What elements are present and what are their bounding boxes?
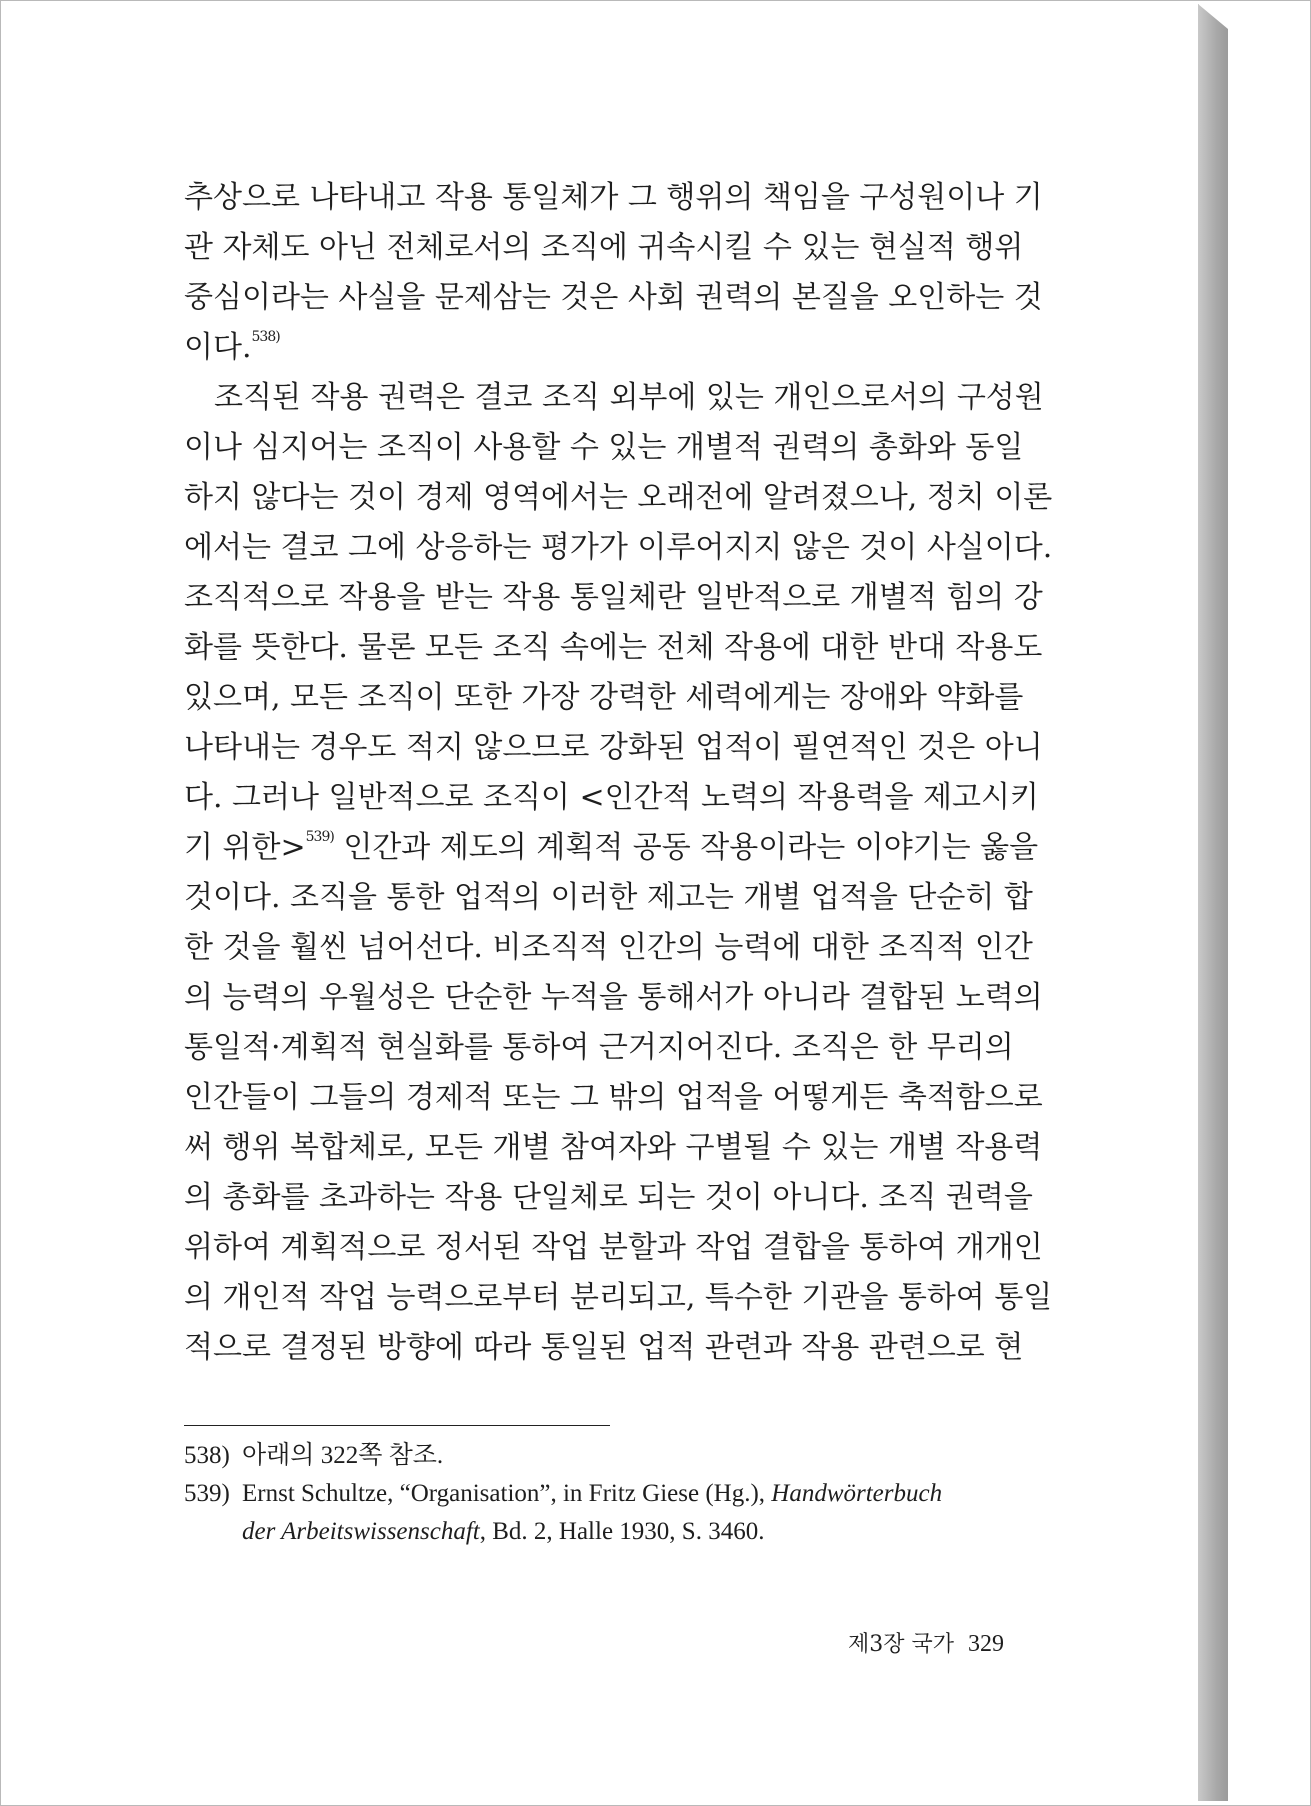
text-line: 적으로 결정된 방향에 따라 통일된 업적 관련과 작용 관련으로 현: [184, 1330, 1024, 1365]
text-line: 것이다. 조직을 통한 업적의 이러한 제고는 개별 업적을 단순히 합: [184, 880, 1033, 915]
text-line: 이나 심지어는 조직이 사용할 수 있는 개별적 권력의 총화와 동일: [184, 430, 1024, 465]
text-segment: 인간과 제도의 계획적 공동 작용이라는 이야기는 옳을: [333, 830, 1039, 865]
footnote-book-title: Handwörterbuch: [771, 1480, 943, 1507]
paragraph-start: 조직된 작용 권력은 결코 조직 외부에 있는 개인으로서의 구성원: [214, 380, 1044, 415]
footnote-number: 538): [184, 1442, 230, 1469]
text-line: 의 총화를 초과하는 작용 단일체로 되는 것이 아니다. 조직 권력을: [184, 1180, 1033, 1215]
text-line: 의 능력의 우월성은 단순한 누적을 통해서가 아니라 결합된 노력의: [184, 980, 1043, 1015]
text-segment: 기 위한>: [184, 830, 306, 865]
footnote-text: , Bd. 2, Halle 1930, S. 3460.: [479, 1518, 765, 1545]
page-edge: [1198, 4, 1228, 1801]
text-line: 써 행위 복합체로, 모든 개별 참여자와 구별될 수 있는 개별 작용력: [184, 1130, 1043, 1165]
footnote-539-continued: [184, 1513, 1068, 1551]
text-line: 조직적으로 작용을 받는 작용 통일체란 일반적으로 개별적 힘의 강: [184, 580, 1043, 615]
text-line: 의 개인적 작업 능력으로부터 분리되고, 특수한 기관을 통하여 통일: [184, 1280, 1053, 1315]
text-line: 한 것을 훨씬 넘어선다. 비조직적 인간의 능력에 대한 조직적 인간: [184, 930, 1033, 965]
footnotes: [184, 1437, 1068, 1551]
footnote-539: [184, 1475, 1068, 1513]
page-number: 329: [968, 1631, 1004, 1657]
text-line: 중심이라는 사실을 문제삼는 것은 사회 권력의 본질을 오인하는 것: [184, 280, 1043, 315]
text-line: 다. 그러나 일반적으로 조직이 <인간적 노력의 작용력을 제고시키: [184, 780, 1039, 815]
footnote-text: 아래의 322쪽 참조.: [242, 1442, 444, 1469]
text-line: 위하여 계획적으로 정서된 작업 분할과 작업 결합을 통하여 개개인: [184, 1230, 1043, 1265]
footnote-ref-539[interactable]: 539): [305, 829, 334, 845]
text-line: [184, 323, 1068, 373]
text-line: 추상으로 나타내고 작용 통일체가 그 행위의 책임을 구성원이나 기: [184, 180, 1043, 215]
text-line: 통일적·계획적 현실화를 통하여 근거지어진다. 조직은 한 무리의: [184, 1030, 1014, 1065]
text-segment: 이다.: [184, 330, 252, 365]
footnote-ref-538[interactable]: 538): [251, 329, 280, 345]
chapter-label: 제3장 국가: [848, 1632, 954, 1657]
text-line: 나타내는 경우도 적지 않으므로 강화된 업적이 필연적인 것은 아니: [184, 730, 1043, 765]
text-line: 인간들이 그들의 경제적 또는 그 밖의 업적을 어떻게든 축적함으로: [184, 1080, 1043, 1115]
text-line: 관 자체도 아닌 전체로서의 조직에 귀속시킬 수 있는 현실적 행위: [184, 230, 1024, 265]
text-line: 화를 뜻한다. 물론 모든 조직 속에는 전체 작용에 대한 반대 작용도: [184, 630, 1043, 665]
body-text: [184, 173, 1068, 1373]
footnote-number: 539): [184, 1480, 230, 1507]
text-line: 하지 않다는 것이 경제 영역에서는 오래전에 알려졌으나, 정치 이론: [184, 480, 1053, 515]
footnote-538: [184, 1437, 1068, 1475]
text-line: [184, 823, 1068, 873]
footnote-book-title: der Arbeitswissenschaft: [242, 1518, 480, 1545]
text-line: 있으며, 모든 조직이 또한 가장 강력한 세력에게는 장애와 약화를: [184, 680, 1024, 715]
text-line: 에서는 결코 그에 상응하는 평가가 이루어지지 않은 것이 사실이다.: [184, 530, 1053, 565]
footnote-divider: [184, 1425, 610, 1426]
running-footer: [848, 1627, 1088, 1658]
footnote-text: Ernst Schultze, “Organisation”, in Fritz Giese (Hg.),: [242, 1480, 772, 1507]
